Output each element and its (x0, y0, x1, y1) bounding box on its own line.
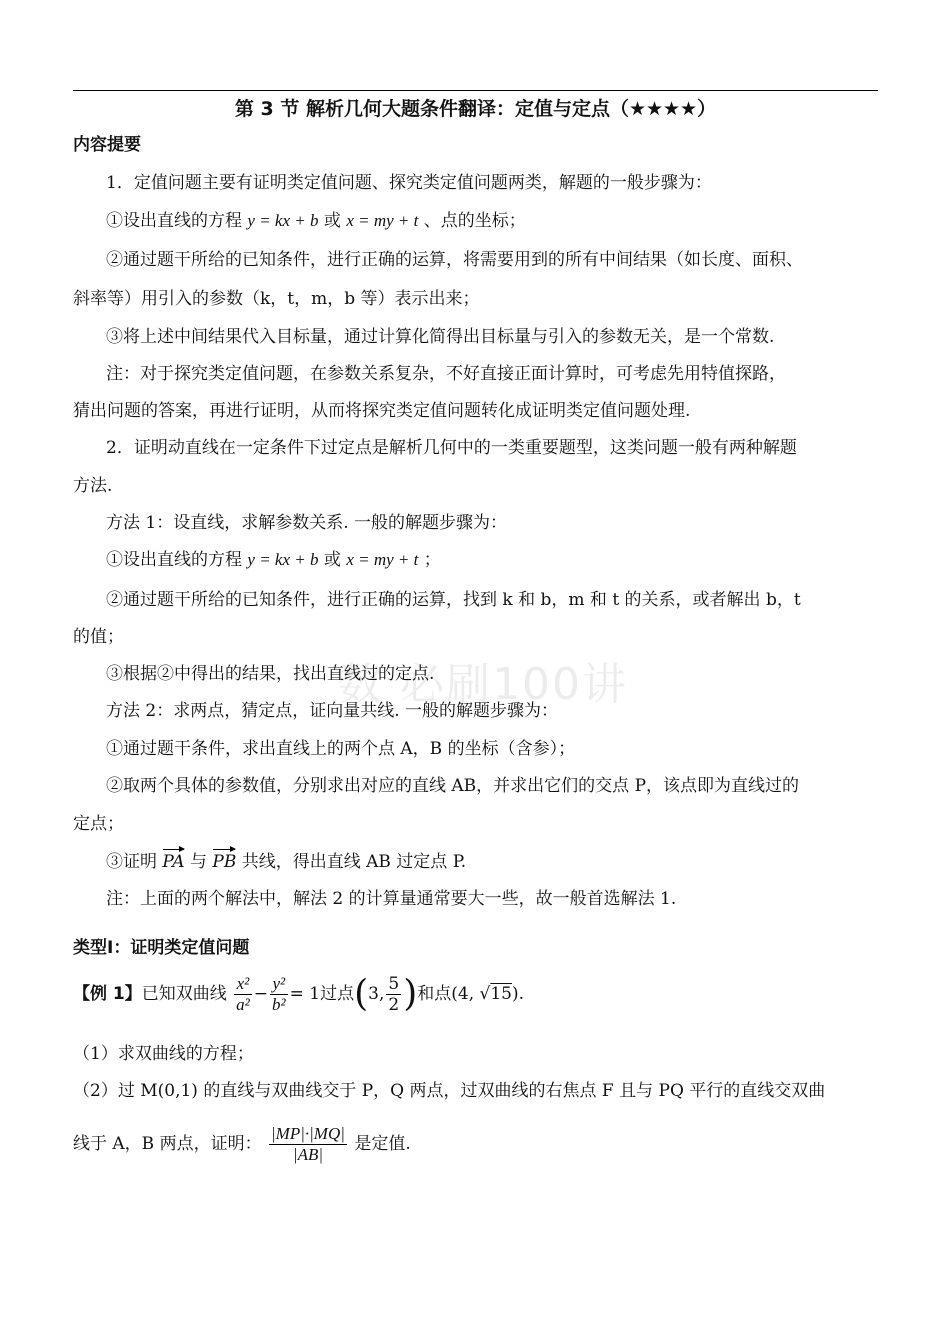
method1-step3: ③根据②中得出的结果，找出直线过的定点. (106, 664, 435, 684)
method1-step1-eq2: x = my + t (346, 550, 419, 569)
method1-step2-line2: 的值； (73, 627, 124, 647)
method2-step3-text-a: ③证明 (106, 852, 157, 872)
method2-step3 (106, 850, 466, 874)
method2-step3-text-b: 与 (189, 852, 207, 872)
method1-step1-eq1: y = kx + b (247, 550, 319, 569)
note1-line1: 注：对于探究类定值问题，在参数关系复杂，不好直接正面计算时，可考虑先用特值探路， (106, 364, 786, 384)
method2-step2-line1: ②取两个具体的参数值，分别求出对应的直线 AB，并求出它们的交点 P，该点即为直线过的 (106, 776, 800, 796)
method2-step1: ①通过题干条件，求出直线上的两个点 A，B 的坐标（含参）； (106, 739, 576, 759)
example1-statement (73, 970, 524, 1019)
p1-step1-text-c: 、点的坐标； (423, 211, 526, 231)
point2-radicand: 15 (490, 984, 512, 1004)
question-2-text-b: 是定值. (354, 1134, 411, 1154)
open-paren: ( (354, 973, 369, 1015)
close-paren: ) (403, 973, 418, 1015)
point1-x: 3, (368, 984, 385, 1004)
p1-step2-line1: ②通过题干所给的已知条件，进行正确的运算，将需要用到的所有中间结果（如长度、面积、 (106, 250, 803, 270)
method1-step1 (106, 548, 441, 572)
example1-text-b: 过点 (320, 984, 355, 1004)
header-rule (73, 90, 878, 91)
vector-pa: PA (162, 852, 185, 872)
type1-heading: 类型Ⅰ：证明类定值问题 (73, 938, 250, 958)
example1-text-c: 和点 (417, 984, 452, 1004)
question-1: （1）求双曲线的方程； (73, 1044, 254, 1064)
fraction-5-2-num: 5 (388, 974, 400, 994)
method2-step3-text-c: 共线，得出直线 AB 过定点 P. (241, 852, 467, 872)
fraction-mp-mq-ab (269, 1124, 347, 1165)
watermark: 数 必刷100讲 (338, 659, 628, 710)
method2-step2-line2: 定点； (73, 814, 124, 834)
p1-step2-line2: 斜率等）用引入的参数（k，t，m，b 等）表示出来； (73, 289, 480, 309)
p1-intro: 1．定值问题主要有证明类定值问题、探究类定值问题两类，解题的一般步骤为： (106, 173, 712, 193)
note2: 注：上面的两个解法中，解法 2 的计算量通常要大一些，故一般首选解法 1. (106, 889, 677, 909)
fraction-ab-den: |AB| (292, 1145, 324, 1164)
question-2-text-a: 线于 A，B 两点，证明： (73, 1134, 262, 1154)
point2-post: ) (511, 984, 519, 1004)
fraction-5-2-den: 2 (388, 995, 400, 1015)
question-2-line1: （2）过 M(0,1) 的直线与双曲线交于 P，Q 两点，过双曲线的右焦点 F 且与 PQ 平行的直线交双曲 (73, 1081, 826, 1101)
method1-step2-line1: ②通过题干所给的已知条件，进行正确的运算，找到 k 和 b，m 和 t 的关系，或者解出 b，t (106, 590, 801, 610)
example1-label: 【例 1】 (73, 984, 142, 1004)
example1-text-a: 已知双曲线 (141, 984, 227, 1004)
example1-text-d: . (518, 984, 525, 1004)
fraction-mp-mq-num: |MP|·|MQ| (270, 1124, 345, 1143)
p1-step1-eq1: y = kx + b (247, 211, 319, 230)
p2-line2: 方法. (73, 476, 113, 496)
p1-step1-text-a: ①设出直线的方程 (106, 211, 242, 231)
note1-line2: 猜出问题的答案，再进行证明，从而将探究类定值问题转化成证明类定值问题处理. (73, 401, 691, 421)
fraction-5-2 (386, 974, 401, 1015)
p1-step1 (106, 209, 526, 233)
method1-heading: 方法 1：设直线，求解参数关系. 一般的解题步骤为： (106, 513, 508, 533)
equals-one: = 1 (289, 984, 321, 1004)
method1-step1-text-c: ； (423, 550, 441, 570)
fraction-x2-a2-num: x² (234, 974, 252, 995)
p2-line1: 2．证明动直线在一定条件下过定点是解析几何中的一类重要题型，这类问题一般有两种解题 (106, 438, 797, 458)
method2-heading: 方法 2：求两点，猜定点，证向量共线. 一般的解题步骤为： (106, 701, 559, 721)
minus-sign: − (253, 984, 269, 1004)
point2-pre: (4, √ (451, 984, 491, 1004)
fraction-y2-b2-num: y² (270, 974, 288, 995)
question-2-line2 (73, 1120, 411, 1168)
method1-step1-text-a: ①设出直线的方程 (106, 550, 242, 570)
fraction-y2-b2 (270, 974, 288, 1015)
fraction-x2-a2 (234, 974, 252, 1015)
vector-pb: PB (212, 852, 237, 872)
p1-step1-text-b: 或 (323, 211, 341, 231)
page-title: 第 3 节 解析几何大题条件翻译：定值与定点（★★★★） (234, 98, 717, 120)
method1-step1-text-b: 或 (323, 550, 341, 570)
p1-step1-eq2: x = my + t (346, 211, 419, 230)
fraction-y2-b2-den: b² (272, 995, 286, 1014)
fraction-x2-a2-den: a² (236, 995, 250, 1014)
summary-heading: 内容提要 (73, 135, 141, 155)
p1-step3: ③将上述中间结果代入目标量，通过计算化简得出目标量与引入的参数无关，是一个常数. (106, 327, 775, 347)
